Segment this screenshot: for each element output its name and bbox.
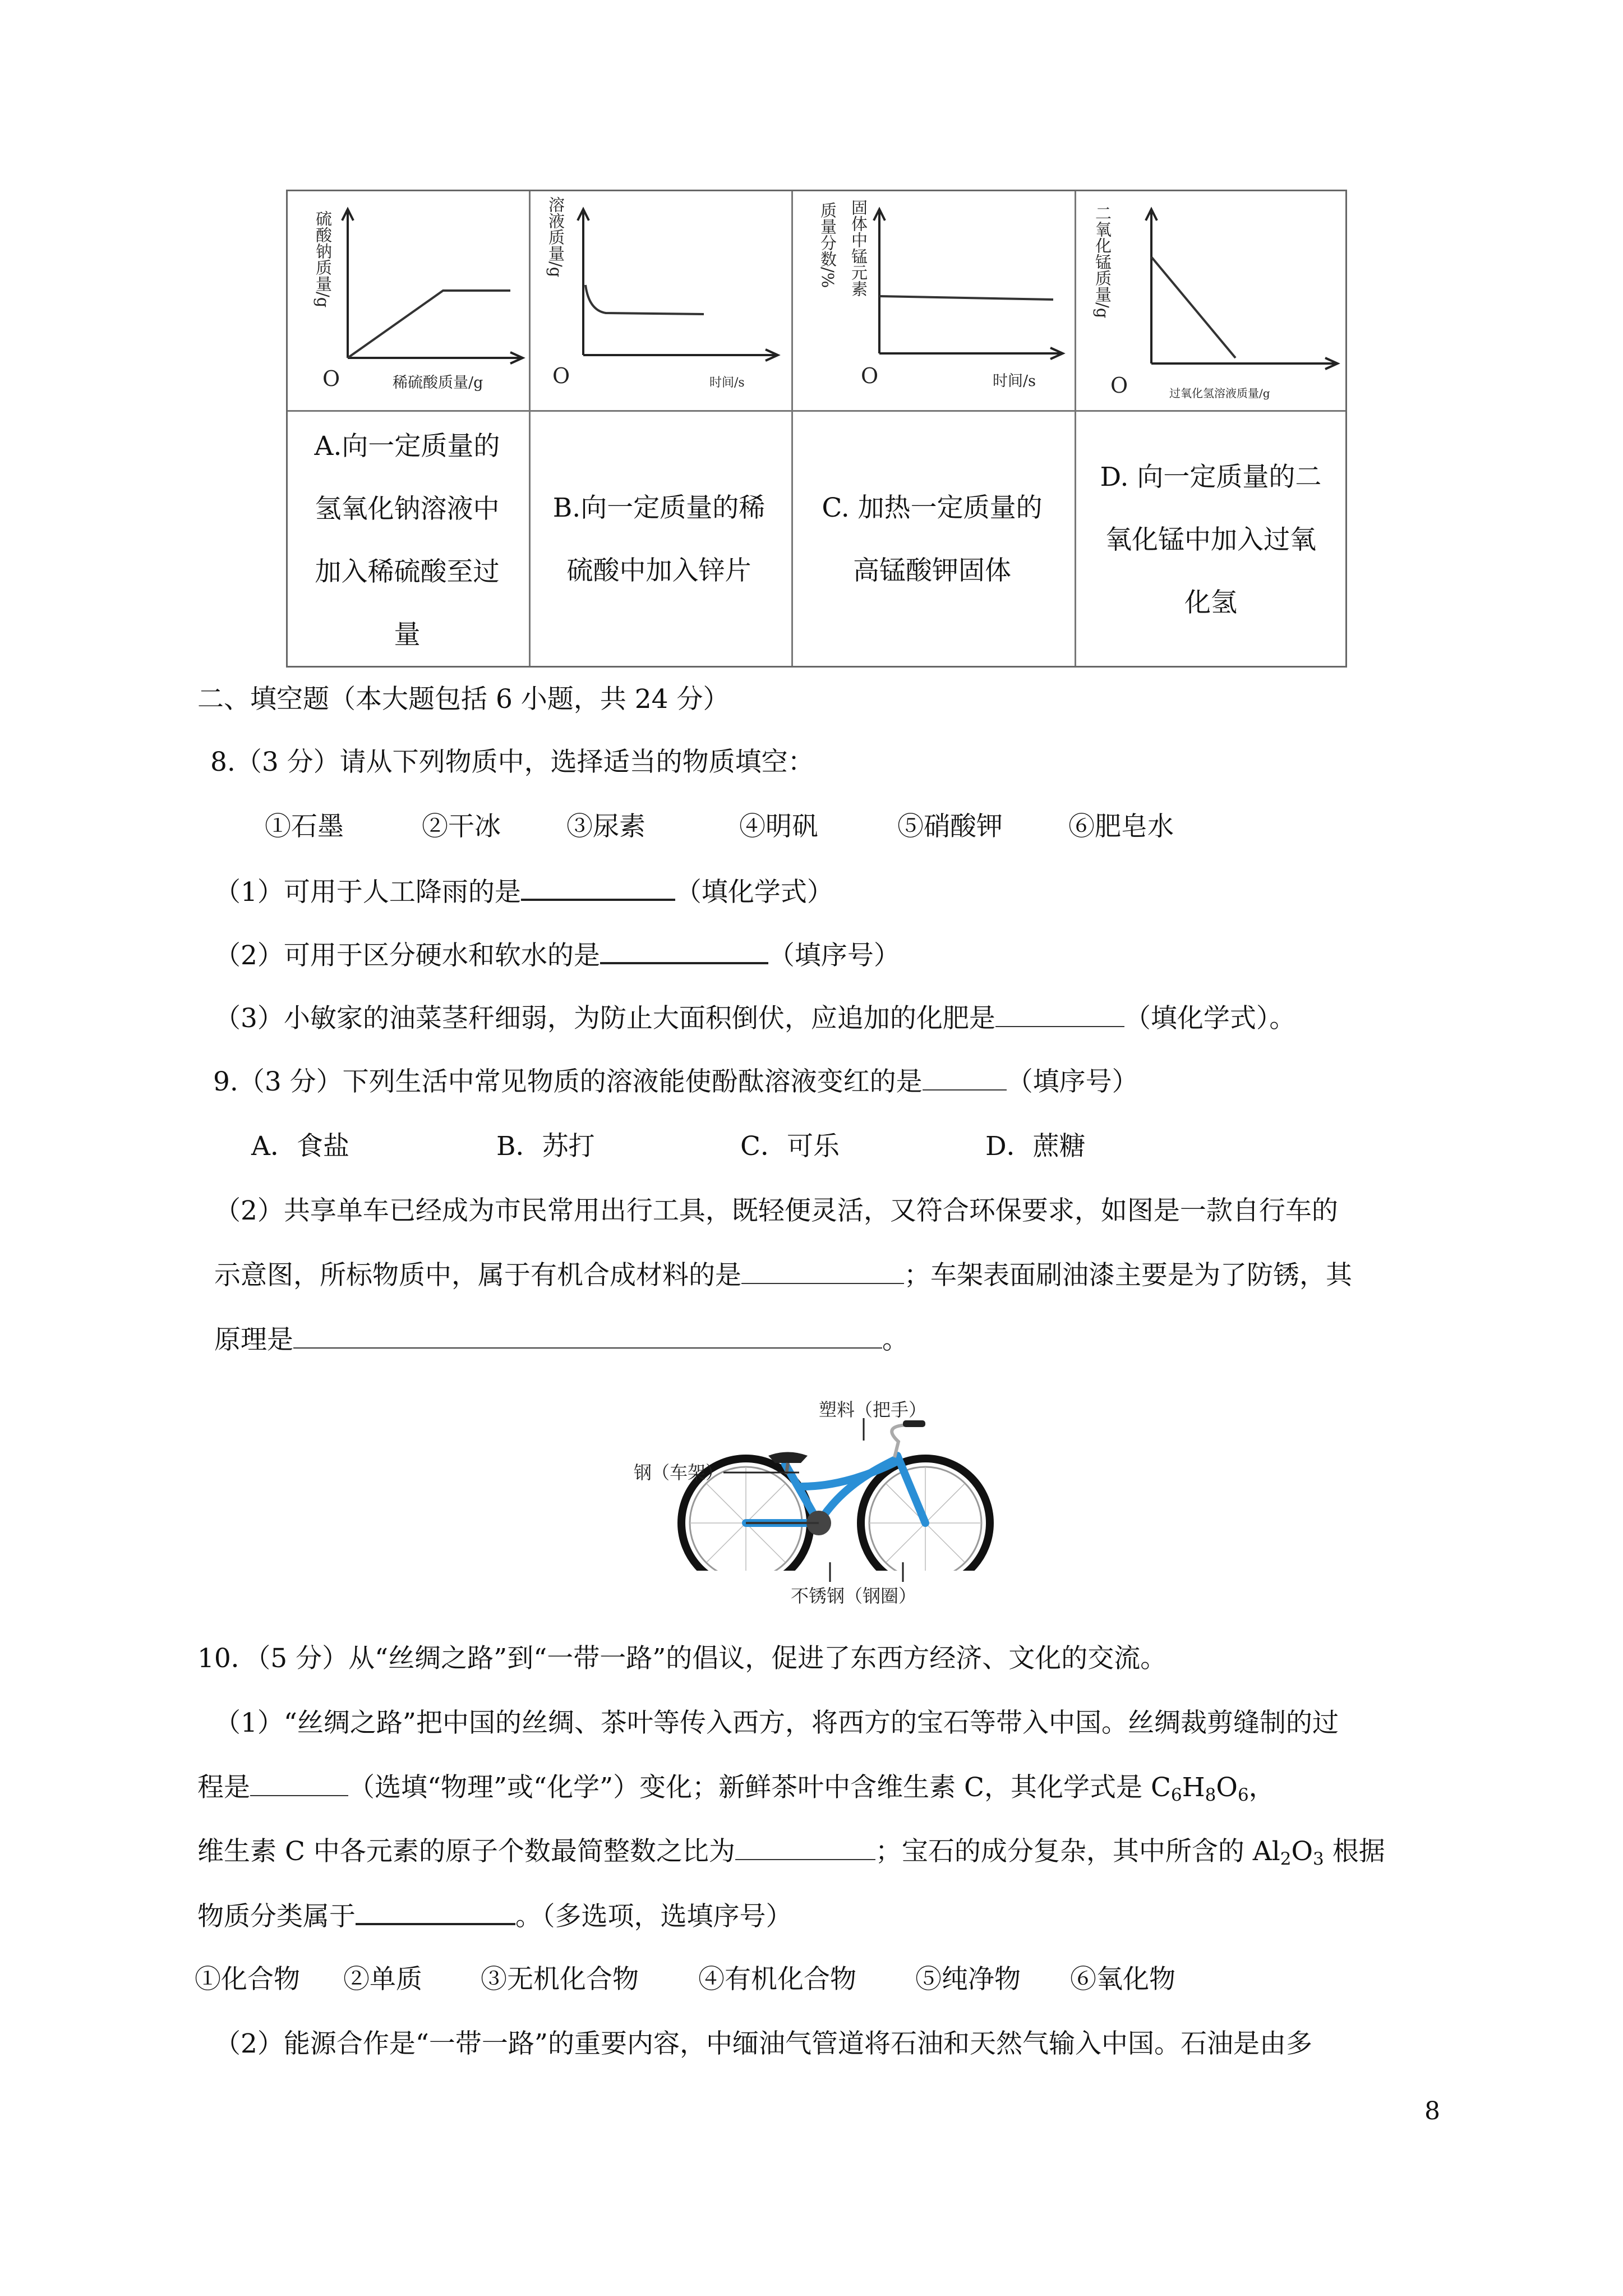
page-number: 8 — [1424, 2097, 1440, 2125]
q8-sub3: （3）小敏家的油菜茎秆细弱，为防止大面积倒伏，应追加的化肥是 （填化学式）。 — [214, 1003, 1296, 1034]
caption-b: B.向一定质量的稀 硫酸中加入锌片 — [552, 493, 766, 586]
graph-c-ylabel2: 固体中锰元素 — [849, 199, 868, 297]
q10-stem: 10．（5 分）从“丝绸之路”到“一带一路”的倡议，促进了东西方经济、文化的交流。 — [197, 1643, 1167, 1674]
answer-blank[interactable] — [995, 1002, 1124, 1027]
graph-d-xlabel: 过氧化氢溶液质量/g — [1169, 386, 1270, 400]
graph-a-origin: O — [322, 366, 340, 391]
label-handle: 塑料（把手） — [819, 1399, 927, 1420]
graph-d-origin: O — [1110, 373, 1128, 398]
q9-stem: 9.（3 分）下列生活中常见物质的溶液能使酚酞溶液变红的是 （填序号） — [213, 1066, 1138, 1097]
q10-sub2: （2）能源合作是“一带一路”的重要内容，中缅油气管道将石油和天然气输入中国。石油是由多 — [214, 2028, 1312, 2059]
table-divider — [288, 410, 1345, 412]
q8-sub2: （2）可用于区分硬水和软水的是 （填序号） — [214, 938, 900, 972]
q8-option: ②干冰 — [422, 811, 501, 842]
q10-option: ⑥氧化物 — [1070, 1964, 1175, 1995]
label-leader — [723, 1461, 802, 1478]
q10-option: ①化合物 — [195, 1964, 300, 1995]
graph-c-xlabel: 时间/s — [993, 372, 1036, 390]
caption-d: D. 向一定质量的二 氧化锰中加入过氧 化氢 — [1100, 462, 1322, 618]
graph-c-ylabel: 质量分数/% — [818, 202, 837, 288]
label-rim: 不锈钢（钢圈） — [791, 1585, 917, 1607]
q10-option: ④有机化合物 — [698, 1964, 856, 1995]
q9-option: D．蔗糖 — [985, 1131, 1086, 1162]
q10-l3: 维生素 C 中各元素的原子个数最简整数之比为 ；宝石的成分复杂，其中所含的 $Al_2O_3$ 根据 — [197, 1836, 1385, 1869]
answer-blank[interactable] — [250, 1772, 348, 1796]
answer-blank[interactable] — [735, 1835, 875, 1860]
q8-option: ⑥肥皂水 — [1068, 811, 1174, 842]
graph-c-origin: O — [861, 364, 879, 388]
answer-blank[interactable] — [521, 875, 675, 901]
answer-blank[interactable] — [293, 1324, 882, 1349]
answer-blank[interactable] — [741, 1259, 904, 1284]
caption-c: C. 加热一定质量的 高锰酸钾固体 — [822, 493, 1043, 586]
q10-l2: 程是 （选填“物理”或“化学”）变化；新鲜茶叶中含维生素 C，其化学式是 $C_6H_8O_6$， — [197, 1772, 1275, 1805]
q10-l4: 物质分类属于 。（多选项，选填序号） — [197, 1899, 792, 1933]
bicycle-figure — [656, 1402, 1015, 1571]
q8-option: ①石墨 — [265, 811, 344, 842]
q10-option: ③无机化合物 — [481, 1964, 639, 1995]
label-leader — [824, 1559, 909, 1585]
answer-blank[interactable] — [600, 938, 768, 964]
q10-l1: （1）“丝绸之路”把中国的丝绸、茶叶等传入西方，将西方的宝石等带入中国。丝绸裁剪缝制的过 — [214, 1708, 1339, 1738]
section-heading: 二、填空题（本大题包括 6 小题，共 24 分） — [197, 684, 730, 715]
q8-option: ⑤硝酸钾 — [897, 811, 1003, 842]
graph-b-origin: O — [552, 364, 570, 388]
q8-option: ④明矾 — [739, 811, 818, 842]
q9-sub2-line2: 示意图，所标物质中，属于有机合成材料的是 ；车架表面刷油漆主要是为了防锈，其 — [214, 1260, 1352, 1291]
graph-d-ylabel: 二氧化锰质量/g — [1093, 205, 1112, 319]
graph-b-xlabel: 时间/s — [709, 376, 745, 390]
q9-option: C．可乐 — [740, 1131, 840, 1162]
q9-sub2-line3: 原理是 。 — [214, 1324, 909, 1355]
q8-sub1: （1）可用于人工降雨的是 （填化学式） — [214, 875, 833, 909]
graph-b-ylabel: 溶液质量/g — [546, 196, 565, 278]
q9-option: B．苏打 — [496, 1131, 595, 1162]
caption-a: A.向一定质量的 氢氧化钠溶液中 加入稀硫酸至过 量 — [314, 431, 500, 650]
q8-stem: 8.（3 分）请从下列物质中，选择适当的物质填空： — [210, 747, 814, 777]
label-frame: 钢（车架） — [634, 1462, 724, 1483]
answer-blank[interactable] — [923, 1066, 1007, 1091]
answer-blank[interactable] — [356, 1899, 515, 1925]
label-leader — [852, 1418, 875, 1446]
q8-option: ③尿素 — [566, 811, 645, 842]
graph-a-ylabel: 硫酸钠质量/g — [313, 210, 333, 308]
q9-sub2-line1: （2）共享单车已经成为市民常用出行工具，既轻便灵活，又符合环保要求，如图是一款自行车的 — [214, 1195, 1338, 1226]
graph-a-xlabel: 稀硫酸质量/g — [393, 374, 483, 392]
q10-option: ⑤纯净物 — [915, 1964, 1021, 1995]
q10-option: ②单质 — [343, 1964, 422, 1995]
q9-option: A．食盐 — [251, 1131, 349, 1162]
